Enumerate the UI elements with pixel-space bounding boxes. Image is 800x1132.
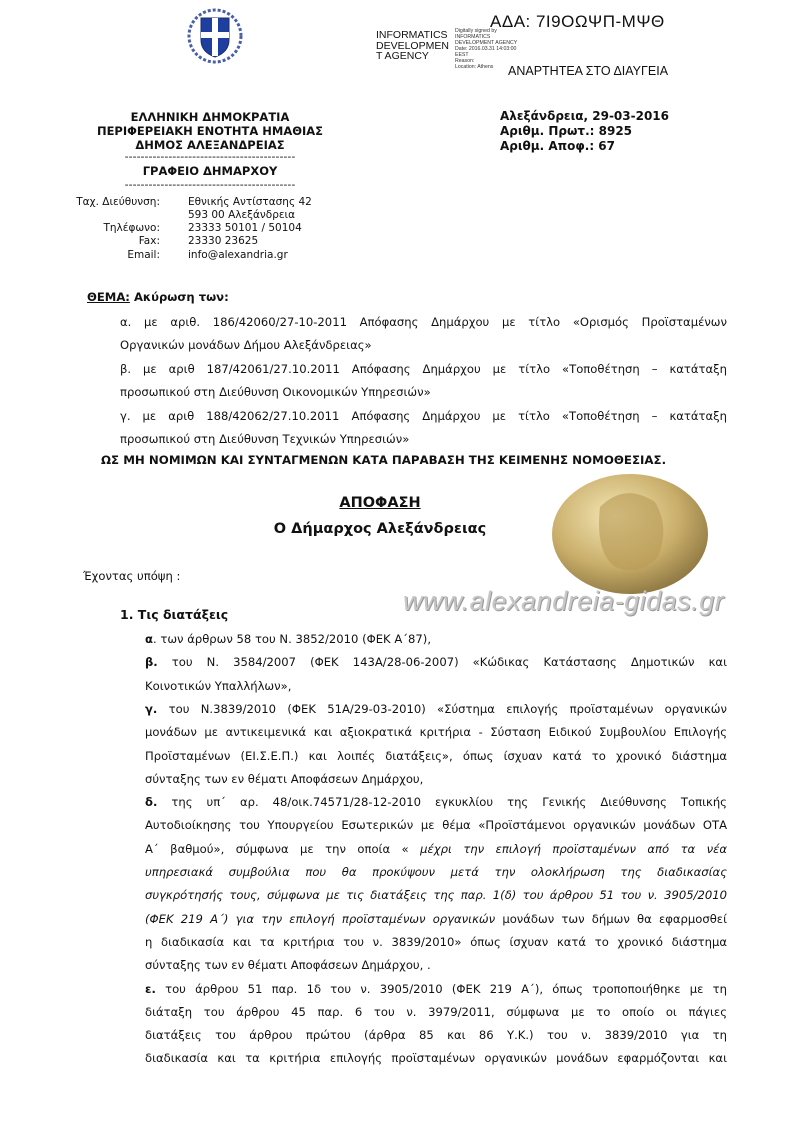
header-office: ΓΡΑΦΕΙΟ ΔΗΜΑΡΧΟΥ [142, 164, 278, 178]
divider: ------------------------------------------- [124, 150, 296, 163]
subject-line: Οργανικών μονάδων Δήμου Αλεξάνδρειας» [120, 338, 372, 352]
protocol-number: Αριθμ. Πρωτ.: 8925 [500, 124, 633, 138]
subject-line: γ. με αριθ 188/42062/27.10.2011 Απόφασης Δημάρχου με τίτλο «Τοποθέτηση – κατάταξη [120, 409, 727, 423]
item-label: α [145, 632, 153, 646]
item-label: γ. [145, 701, 158, 716]
signature-name-line: INFORMATICS [376, 29, 448, 41]
item-label: β. [145, 655, 158, 670]
section-line [145, 842, 727, 856]
signature-detail: Digitally signed by [455, 28, 497, 34]
line-text: διάταξη του άρθρου 45 παρ. 6 του ν. 3979/2011, σύμφωνα με το οποίο οι πάγιες [145, 1004, 727, 1019]
section-line [145, 679, 727, 693]
email-link[interactable]: info@alexandria.gr [188, 249, 288, 261]
subject-line: β. με αριθ 187/42061/27.10.2011 Απόφασης Δημάρχου με τίτλο «Τοποθέτηση – κατάταξη [120, 362, 727, 376]
header-region: ΠΕΡΙΦΕΡΕΙΑΚΗ ΕΝΟΤΗΤΑ ΗΜΑΘΙΑΣ [96, 124, 324, 138]
signature-detail: DEVELOPMENT AGENCY [455, 40, 518, 46]
subject-conclusion: ΩΣ ΜΗ ΝΟΜΙΜΩΝ ΚΑΙ ΣΥΝΤΑΓΜΕΝΩΝ ΚΑΤΑ ΠΑΡΑΒΑΣΗ ΤΗΣ ΚΕΙΜΕΝΗΣ ΝΟΜΟΘΕΣΙΑΣ. [101, 453, 667, 467]
phone-value: 23333 50101 / 50104 [188, 222, 302, 234]
line-text: διατάξεις του άρθρου πρώτου (άρθρα 85 και 86 Υ.Κ.) του ν. 3839/2010 για τη [145, 1028, 727, 1043]
section-line [145, 1051, 727, 1065]
line-text: του άρθρου 51 παρ. 1δ του ν. 3905/2010 (ΦΕΚ 219 Α΄), όπως τροποποιήθηκε με τη [155, 981, 727, 996]
line-text: σύνταξης των εν θέματι Αποφάσεων Δημάρχου, [145, 771, 424, 786]
section-line [145, 725, 727, 739]
section-line [145, 772, 727, 786]
signature-detail: Reason: [455, 58, 475, 64]
signature-detail: INFORMATICS [455, 34, 491, 40]
address-value: Εθνικής Αντίστασης 42 [188, 196, 312, 208]
subject-line: α. με αριθ. 186/42060/27-10-2011 Απόφασης Δημάρχου με τίτλο «Ορισμός Προϊσταμένων [120, 315, 727, 329]
header-republic: ΕΛΛΗΝΙΚΗ ΔΗΜΟΚΡΑΤΙΑ [130, 110, 290, 124]
fax-label: Fax: [138, 235, 160, 247]
signature-detail: EEST [455, 52, 469, 58]
line-text: Κοινοτικών Υπαλλήλων», [145, 678, 292, 693]
fax-value: 23330 23625 [188, 235, 259, 247]
publish-note: ΑΝΑΡΤΗΤΕΑ ΣΤΟ ΔΙΑΥΓΕΙΑ [508, 64, 669, 78]
line-text: μονάδων των δήμων θα εφαρμοσθεί [495, 911, 727, 926]
decision-title: ΑΠΟΦΑΣΗ [339, 495, 421, 511]
line-text: Προϊσταμένων (ΕΙ.Σ.Ε.Π.) και λοιπές διατάξεις», όπως ίσχυαν κατά το χρονικό διάστημα [145, 748, 727, 763]
line-text: διαδικασία και τα κριτήρια επιλογής προϊσταμένων οργανικών μονάδων εφαρμόζονται και [145, 1051, 727, 1066]
line-text: του Ν. 3584/2007 (ΦΕΚ 143Α/28-06-2007) «Κώδικας Κατάστασης Δημοτικών και [157, 655, 727, 670]
line-text: της υπ΄ αρ. 48/οικ.74571/28-12-2010 εγκυκλίου της Γενικής Διεύθυνσης Τοπικής [157, 795, 727, 810]
line-text: Α΄ βαθμού», σύμφωνα με την οποία « [145, 841, 421, 856]
signature-name-line: T AGENCY [376, 50, 429, 62]
line-text: του Ν.3839/2010 (ΦΕΚ 51Α/29-03-2010) «Σύστημα επιλογής προϊσταμένων οργανικών [157, 701, 727, 716]
subject-heading [87, 290, 229, 304]
quoted-text: μέχρι την επιλογή προϊσταμένων από τα νέα [420, 841, 728, 856]
subject-title: Ακύρωση των: [129, 290, 229, 304]
quoted-text: (ΦΕΚ 219 Α΄) για την επιλογή προϊσταμένων οργανικών [145, 911, 496, 926]
phone-label: Τηλέφωνο: [103, 222, 160, 234]
section-line [145, 982, 727, 996]
section-line [145, 655, 727, 669]
signature-detail: Location: Athens [455, 64, 494, 70]
section-line [145, 749, 727, 763]
section-line [145, 632, 727, 646]
section-line [145, 818, 727, 832]
place-date: Αλεξάνδρεια, 29-03-2016 [500, 109, 669, 123]
divider: ------------------------------------------- [124, 178, 296, 191]
subject-label: ΘΕΜΑ: [87, 290, 130, 304]
item-label: δ. [145, 795, 158, 810]
signature-name-line: DEVELOPMEN [376, 39, 449, 52]
subject-line: προσωπικού στη Διεύθυνση Οικονομικών Υπηρεσιών» [120, 385, 431, 399]
email-label: Email: [127, 249, 160, 261]
line-text: μονάδων με αντικειμενικά και αξιοκρατικά κριτήρια - Σύσταση Ειδικού Συμβουλίου Επιλογής [145, 725, 727, 740]
address-value: 593 00 Αλεξάνδρεια [188, 209, 296, 221]
considering-label: Έχοντας υπόψη : [83, 569, 181, 583]
section-line [145, 795, 727, 809]
line-text: . των άρθρων 58 του Ν. 3852/2010 (ΦΕΚ Α΄87), [152, 632, 432, 646]
section-heading: 1. Τις διατάξεις [120, 607, 229, 622]
signature-detail: Date: 2016.03.31 14:03:00 [455, 46, 517, 52]
issuer: Ο Δήμαρχος Αλεξάνδρειας [273, 521, 487, 537]
section-line [145, 1028, 727, 1042]
digital-signature-name [376, 30, 449, 62]
section-line [145, 865, 727, 879]
line-text: Αυτοδιοίκησης του Υπουργείου Εσωτερικών με θέμα «Προϊστάμενοι οργανικών μονάδων ΟΤΑ [145, 818, 727, 833]
line-text: η διαδικασία και τα κριτήρια του ν. 3839/2010» όπως ίσχυαν κατά το χρονικό διάστημα [145, 934, 727, 949]
quoted-text: υπηρεσιακά συμβούλια που θα προκύψουν μετά την ολοκλήρωση της διαδικασίας [145, 865, 727, 879]
watermark: www.alexandreia-gidas.gr [403, 586, 725, 616]
quoted-text: συγκρότησής τους, σύμφωνα με τις διατάξεις της παρ. 1(δ) του άρθρου 51 του ν. 3905/2010 [145, 888, 727, 903]
subject-line: προσωπικού στη Διεύθυνση Τεχνικών Υπηρεσιών» [120, 432, 410, 446]
section-line [145, 888, 727, 902]
section-line [145, 935, 727, 949]
section-line [145, 1005, 727, 1019]
greek-emblem-icon [186, 6, 244, 64]
ada-code: ΑΔΑ: 7Ι9ΟΩΨΠ-ΜΨΘ [490, 12, 665, 31]
section-line [145, 912, 727, 926]
section-line [145, 702, 727, 716]
decision-number: Αριθμ. Αποφ.: 67 [500, 139, 616, 153]
address-label: Ταχ. Διεύθυνση: [76, 196, 160, 208]
item-label: ε. [145, 981, 156, 996]
header-municipality: ΔΗΜΟΣ ΑΛΕΞΑΝΔΡΕΙΑΣ [135, 138, 285, 152]
section-line [145, 958, 727, 972]
line-text: σύνταξης των εν θέματι Αποφάσεων Δημάρχου, . [145, 958, 431, 973]
